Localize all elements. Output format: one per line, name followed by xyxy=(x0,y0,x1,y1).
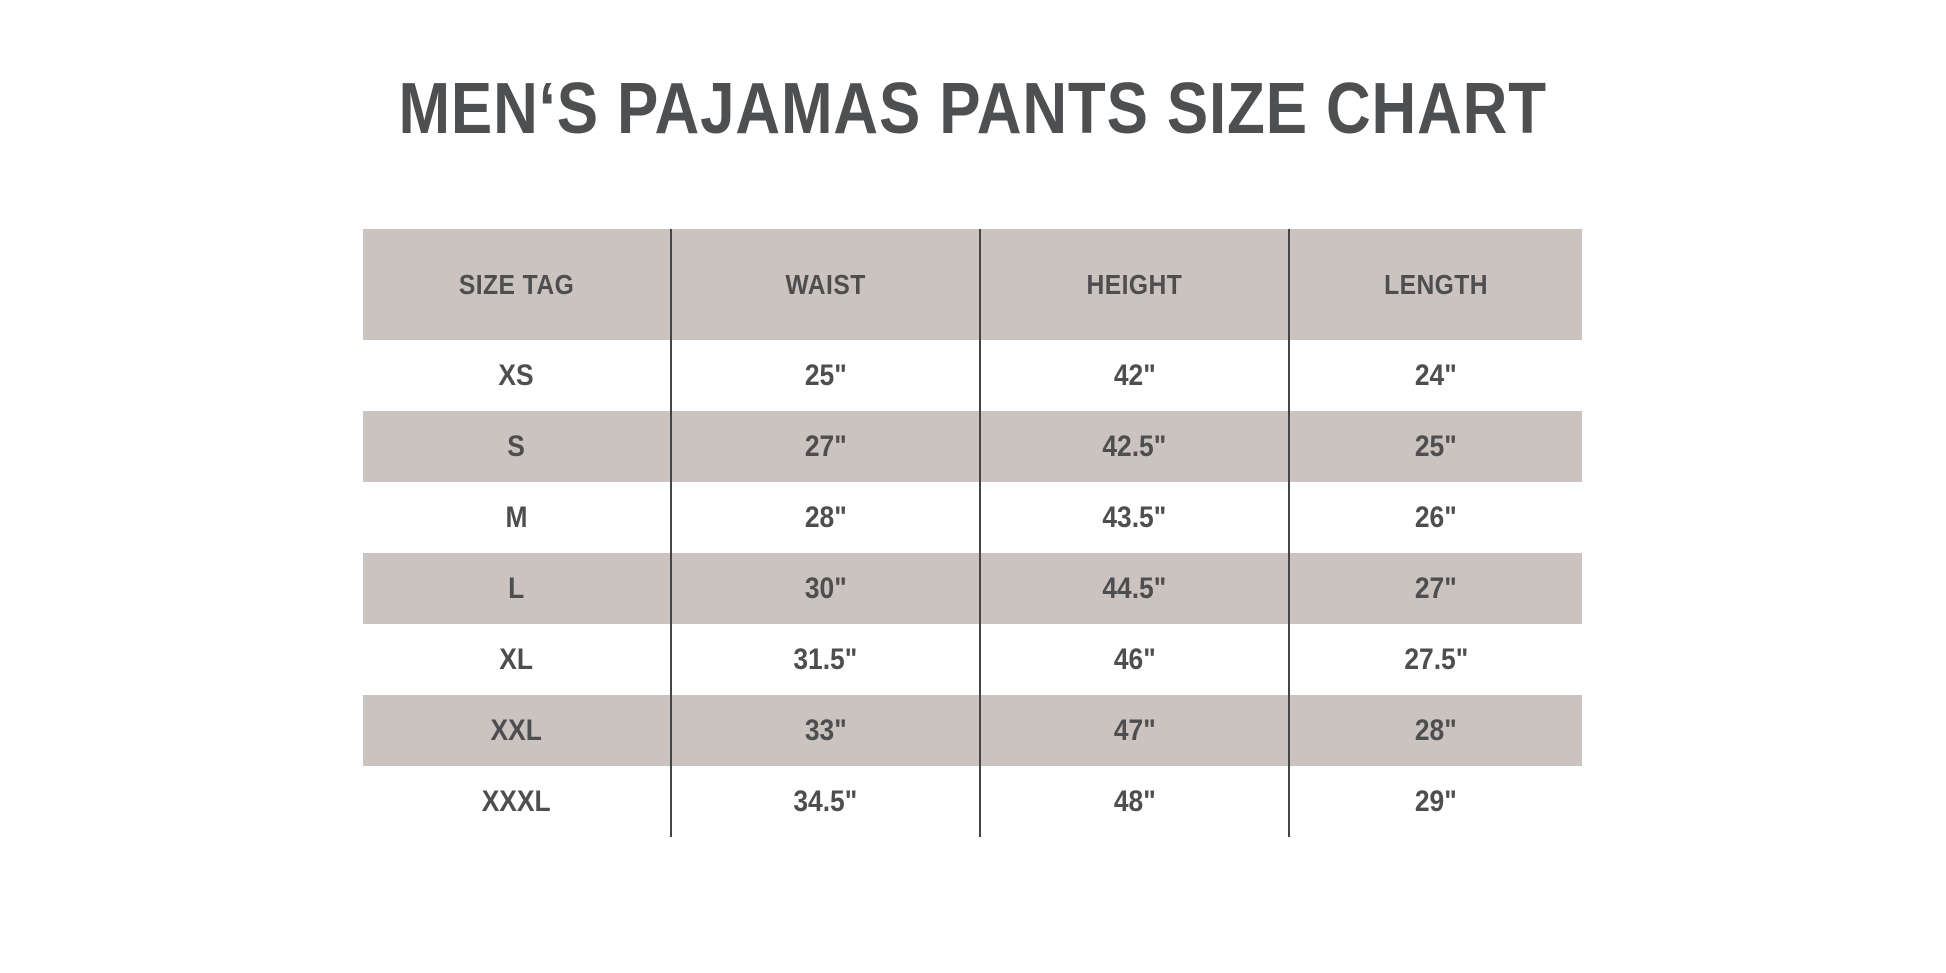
cell-value: S xyxy=(507,429,526,463)
header-label: HEIGHT xyxy=(1086,268,1183,300)
waist-cell xyxy=(670,695,979,766)
cell-value: 34.5" xyxy=(793,784,858,818)
size-cell xyxy=(363,624,670,695)
cell-value: M xyxy=(505,500,528,534)
cell-value: 28" xyxy=(1415,713,1457,747)
size-cell xyxy=(363,482,670,553)
height-cell xyxy=(979,553,1288,624)
length-cell xyxy=(1288,553,1582,624)
length-cell xyxy=(1288,624,1582,695)
cell-value: 42.5" xyxy=(1102,429,1167,463)
header-label: LENGTH xyxy=(1384,268,1488,300)
cell-value: 29" xyxy=(1415,784,1457,818)
cell-value: 30" xyxy=(804,571,847,605)
waist-cell xyxy=(670,624,979,695)
length-cell xyxy=(1288,695,1582,766)
length-cell xyxy=(1288,411,1582,482)
cell-value: 42" xyxy=(1113,358,1156,392)
height-cell xyxy=(979,624,1288,695)
cell-value: 25" xyxy=(1415,429,1457,463)
waist-cell xyxy=(670,482,979,553)
table-row-xs xyxy=(363,340,1582,411)
table-row-l xyxy=(363,553,1582,624)
cell-value: 27" xyxy=(1415,571,1457,605)
cell-value: 33" xyxy=(804,713,847,747)
length-cell xyxy=(1288,482,1582,553)
size-cell xyxy=(363,766,670,837)
cell-value: 25" xyxy=(804,358,847,392)
cell-value: 27.5" xyxy=(1404,642,1468,676)
length-cell xyxy=(1288,340,1582,411)
page-title xyxy=(0,68,1946,151)
header-label: SIZE TAG xyxy=(458,268,575,300)
cell-value: L xyxy=(508,571,525,605)
height-cell xyxy=(979,411,1288,482)
cell-value: 48" xyxy=(1113,784,1156,818)
cell-value: 28" xyxy=(804,500,847,534)
table-row-xxl xyxy=(363,695,1582,766)
size-cell xyxy=(363,340,670,411)
cell-value: 43.5" xyxy=(1102,500,1167,534)
height-cell xyxy=(979,482,1288,553)
waist-cell xyxy=(670,553,979,624)
cell-value: 47" xyxy=(1113,713,1156,747)
table-row-xl xyxy=(363,624,1582,695)
header-cell-length xyxy=(1288,229,1582,340)
cell-value: XXXL xyxy=(482,784,551,818)
header-cell-size-tag xyxy=(363,229,670,340)
cell-value: XXL xyxy=(490,713,543,747)
table-row-s xyxy=(363,411,1582,482)
cell-value: 26" xyxy=(1415,500,1457,534)
size-cell xyxy=(363,553,670,624)
cell-value: 46" xyxy=(1113,642,1156,676)
table-row-xxxl xyxy=(363,766,1582,837)
page-title-text: MEN‘S PAJAMAS PANTS SIZE CHART xyxy=(398,69,1548,149)
header-cell-waist xyxy=(670,229,979,340)
length-cell xyxy=(1288,766,1582,837)
header-label: WAIST xyxy=(785,268,866,300)
size-chart-table xyxy=(363,229,1582,837)
cell-value: XL xyxy=(499,642,534,676)
header-cell-height xyxy=(979,229,1288,340)
table-row-m xyxy=(363,482,1582,553)
waist-cell xyxy=(670,766,979,837)
waist-cell xyxy=(670,340,979,411)
height-cell xyxy=(979,340,1288,411)
waist-cell xyxy=(670,411,979,482)
height-cell xyxy=(979,695,1288,766)
cell-value: 27" xyxy=(804,429,847,463)
size-cell xyxy=(363,695,670,766)
table-header-row xyxy=(363,229,1582,340)
height-cell xyxy=(979,766,1288,837)
size-cell xyxy=(363,411,670,482)
cell-value: 44.5" xyxy=(1102,571,1167,605)
cell-value: 24" xyxy=(1415,358,1457,392)
cell-value: XS xyxy=(498,358,535,392)
cell-value: 31.5" xyxy=(793,642,858,676)
